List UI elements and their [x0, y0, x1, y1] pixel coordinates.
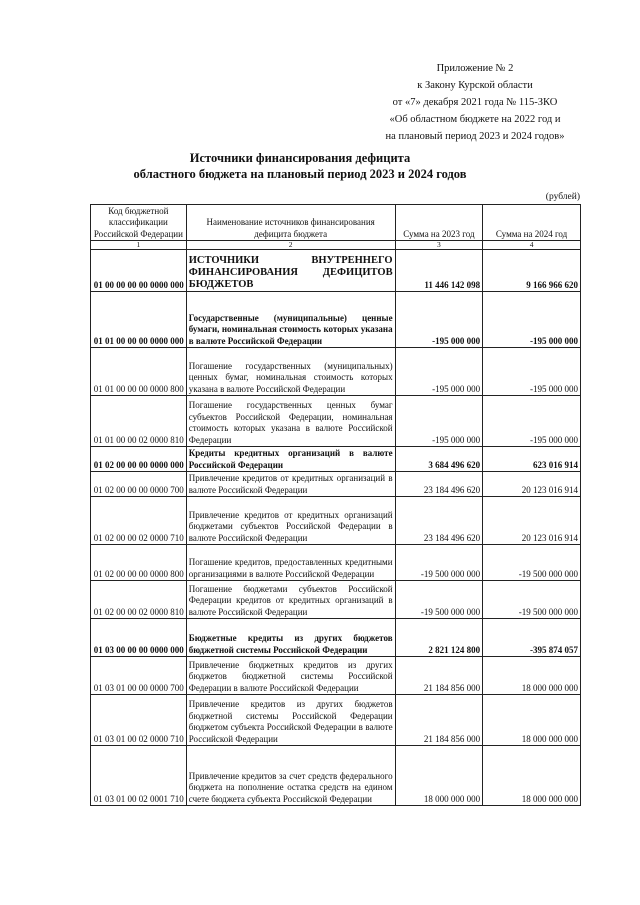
column-number: 3: [395, 241, 483, 250]
row-code: 01 03 00 00 00 0000 000: [91, 619, 187, 657]
row-sum-2024: 18 000 000 000: [483, 657, 581, 695]
units-label: (рублей): [545, 192, 580, 202]
column-number: 1: [91, 241, 187, 250]
row-sum-2023: -195 000 000: [395, 348, 483, 396]
row-sum-2024: -19 500 000 000: [483, 545, 581, 581]
row-code: 01 01 00 00 00 0000 000: [91, 292, 187, 348]
row-code: 01 02 00 00 02 0000 810: [91, 581, 187, 619]
title-line-2: областного бюджета на плановый период 2023 и 2024 годов: [133, 167, 467, 181]
row-name: Привлечение бюджетных кредитов из других бюджетов бюджетной системы Российской Федерации в валюте Российской Федерации: [186, 657, 395, 695]
column-number: 4: [483, 241, 581, 250]
column-number: 2: [186, 241, 395, 250]
row-sum-2024: 623 016 914: [483, 447, 581, 472]
row-code: 01 03 01 00 02 0000 710: [91, 695, 187, 746]
appendix-law: к Закону Курской области: [417, 80, 533, 91]
row-sum-2024: 18 000 000 000: [483, 695, 581, 746]
header-name: Наименование источников финансирования дефицита бюджета: [186, 205, 395, 241]
row-sum-2023: 2 821 124 800: [395, 619, 483, 657]
appendix-law-title-2: на плановый период 2023 и 2024 годов»: [385, 131, 565, 142]
appendix-number: Приложение № 2: [436, 63, 514, 74]
row-sum-2023: 3 684 496 620: [395, 447, 483, 472]
table-row: [91, 472, 581, 497]
title-line-1: Источники финансирования дефицита: [189, 151, 411, 165]
row-name: Привлечение кредитов за счет средств федерального бюджета на пополнение остатка средств на едином счете бюджета субъекта Российской Федерации: [186, 746, 395, 806]
appendix-block: [355, 60, 595, 145]
row-sum-2024: -195 000 000: [483, 292, 581, 348]
row-sum-2023: 21 184 856 000: [395, 657, 483, 695]
row-code: 01 02 00 00 02 0000 710: [91, 497, 187, 545]
row-sum-2024: 20 123 016 914: [483, 472, 581, 497]
column-number-row: [91, 241, 581, 250]
header-sum-2023: Сумма на 2023 год: [395, 205, 483, 241]
row-sum-2023: 23 184 496 620: [395, 497, 483, 545]
row-sum-2024: -395 874 057: [483, 619, 581, 657]
table-row: [91, 581, 581, 619]
row-sum-2023: -19 500 000 000: [395, 545, 483, 581]
row-sum-2024: 9 166 966 620: [483, 250, 581, 292]
table-row: [91, 292, 581, 348]
row-name: Погашение государственных (муниципальных) ценных бумаг, номинальная стоимость которых указана в валюте Российской Федерации: [186, 348, 395, 396]
table-row: [91, 497, 581, 545]
table-row: [91, 396, 581, 447]
table-row: [91, 657, 581, 695]
table-row: [91, 746, 581, 806]
row-sum-2024: -19 500 000 000: [483, 581, 581, 619]
row-sum-2024: 18 000 000 000: [483, 746, 581, 806]
row-sum-2024: -195 000 000: [483, 396, 581, 447]
table-row: [91, 619, 581, 657]
row-sum-2023: -195 000 000: [395, 396, 483, 447]
header-code: Код бюджетной классификации Российской Федерации: [91, 205, 187, 241]
row-sum-2023: 21 184 856 000: [395, 695, 483, 746]
row-name: Привлечение кредитов от кредитных организаций бюджетами субъектов Российской Федерации в валюте Российской Федерации: [186, 497, 395, 545]
row-sum-2023: 18 000 000 000: [395, 746, 483, 806]
row-name: Погашение государственных ценных бумаг субъектов Российской Федерации, номинальная стоимость которых указана в валюте Российской Федерации: [186, 396, 395, 447]
row-sum-2023: -19 500 000 000: [395, 581, 483, 619]
row-name: Погашение кредитов, предоставленных кредитными организациями в валюте Российской Федерации: [186, 545, 395, 581]
table-row: [91, 250, 581, 292]
row-sum-2023: 11 446 142 098: [395, 250, 483, 292]
row-sum-2023: 23 184 496 620: [395, 472, 483, 497]
row-name: Бюджетные кредиты из других бюджетов бюджетной системы Российской Федерации: [186, 619, 395, 657]
row-sum-2024: -195 000 000: [483, 348, 581, 396]
document-title: [90, 150, 510, 182]
row-code: 01 01 00 00 00 0000 800: [91, 348, 187, 396]
table-row: [91, 695, 581, 746]
appendix-date: от «7» декабря 2021 года № 115-ЗКО: [392, 97, 558, 108]
table-row: [91, 545, 581, 581]
row-name: Погашение бюджетами субъектов Российской Федерации кредитов от кредитных организаций в валюте Российской Федерации: [186, 581, 395, 619]
table-header-row: [91, 205, 581, 241]
row-name: Привлечение кредитов из других бюджетов бюджетной системы Российской Федерации бюджетом субъекта Российской Федерации в валюте Российской Федерации: [186, 695, 395, 746]
row-code: 01 01 00 00 02 0000 810: [91, 396, 187, 447]
row-sum-2024: 20 123 016 914: [483, 497, 581, 545]
row-code: 01 03 01 00 00 0000 700: [91, 657, 187, 695]
sources-table: [90, 204, 581, 806]
table-row: [91, 348, 581, 396]
row-code: 01 02 00 00 00 0000 800: [91, 545, 187, 581]
row-code: 01 00 00 00 00 0000 000: [91, 250, 187, 292]
row-name: Государственные (муниципальные) ценные бумаги, номинальная стоимость которых указана в валюте Российской Федерации: [186, 292, 395, 348]
row-code: 01 03 01 00 02 0001 710: [91, 746, 187, 806]
row-name: Кредиты кредитных организаций в валюте Российской Федерации: [186, 447, 395, 472]
row-code: 01 02 00 00 00 0000 700: [91, 472, 187, 497]
row-sum-2023: -195 000 000: [395, 292, 483, 348]
table-row: [91, 447, 581, 472]
row-name: Привлечение кредитов от кредитных организаций в валюте Российской Федерации: [186, 472, 395, 497]
appendix-law-title-1: «Об областном бюджете на 2022 год и: [389, 114, 561, 125]
header-sum-2024: Сумма на 2024 год: [483, 205, 581, 241]
row-code: 01 02 00 00 00 0000 000: [91, 447, 187, 472]
row-name: ИСТОЧНИКИ ВНУТРЕННЕГО ФИНАНСИРОВАНИЯ ДЕФИЦИТОВ БЮДЖЕТОВ: [186, 250, 395, 292]
